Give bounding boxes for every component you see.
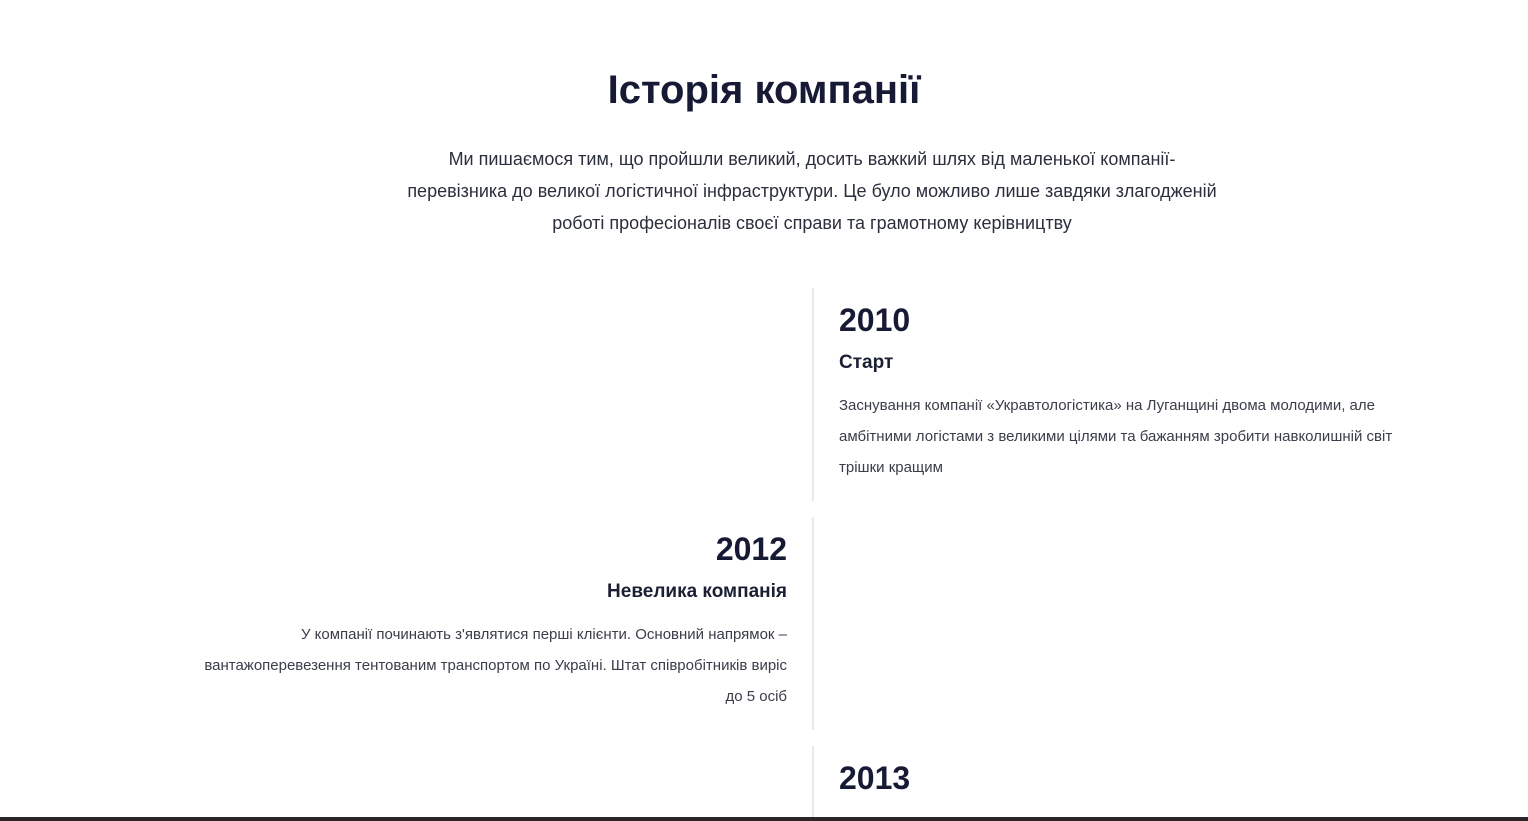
section-intro: Ми пишаємося тим, що пройшли великий, досить важкий шлях від маленької компанії-перевізника до великої логістичної інфраструктури. Це було можливо лише завдяки злагодженій роботі професіоналів своєї справи та грамотному керівництву	[407, 149, 1217, 233]
timeline-item	[839, 758, 1409, 798]
timeline-heading: Старт	[839, 352, 894, 373]
timeline-divider	[812, 288, 814, 501]
timeline-year: 2012	[715, 531, 787, 567]
timeline-divider	[812, 517, 814, 730]
timeline-year: 2010	[839, 302, 911, 338]
timeline-text: У компанії починають з'являтися перші клієнти. Основний напрямок – вантажоперевезення тентованим транспортом по Україні. Штат співробітників виріс до 5 осіб	[204, 626, 787, 705]
timeline-year: 2013	[839, 760, 911, 796]
timeline-item	[839, 300, 1409, 483]
timeline-item	[204, 529, 787, 712]
timeline-heading: Невелика компанія	[607, 581, 787, 602]
section-title: Історія компанії	[607, 68, 921, 112]
timeline-text: Заснування компанії «Укравтологістика» на Луганщині двома молодими, але амбітними логістами з великими цілями та бажанням зробити навколишній світ трішки кращим	[839, 397, 1393, 476]
timeline-divider	[812, 746, 814, 821]
bottom-bar	[0, 817, 1528, 821]
